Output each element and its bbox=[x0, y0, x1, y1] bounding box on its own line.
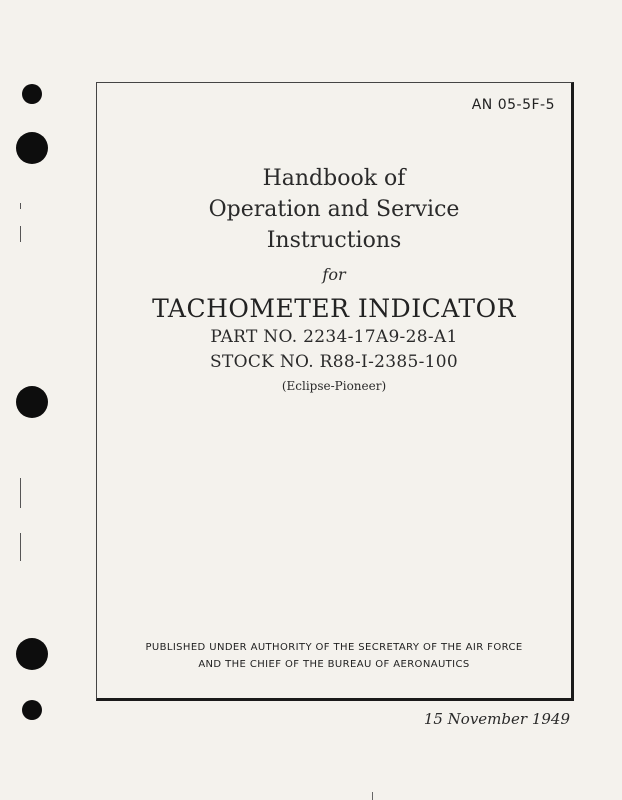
title-line-3: Instructions bbox=[266, 228, 402, 253]
stock-number: STOCK NO. R88-I-2385-100 bbox=[210, 352, 458, 372]
edge-mark bbox=[372, 792, 373, 800]
manufacturer: (Eclipse-Pioneer) bbox=[281, 379, 387, 393]
margin-mark bbox=[20, 203, 21, 209]
title-block bbox=[97, 163, 571, 396]
cover-frame bbox=[96, 82, 574, 701]
punch-hole-large-bottom bbox=[16, 638, 48, 670]
part-number: PART NO. 2234-17A9-28-A1 bbox=[210, 327, 458, 347]
authority-line-2: AND THE CHIEF OF THE BUREAU OF AERONAUTICS bbox=[198, 659, 470, 670]
punch-hole-large-top bbox=[16, 132, 48, 164]
publication-authority bbox=[97, 639, 571, 673]
title-connector: for bbox=[322, 265, 346, 284]
document-number: AN 05-5F-5 bbox=[471, 97, 555, 113]
punch-hole-large-middle bbox=[16, 386, 48, 418]
punch-hole-small-top bbox=[22, 84, 42, 104]
title-line-1: Handbook of bbox=[262, 166, 406, 191]
authority-line-1: PUBLISHED UNDER AUTHORITY OF THE SECRETARY OF THE AIR FORCE bbox=[145, 642, 523, 653]
margin-mark bbox=[20, 226, 21, 242]
publication-date: 15 November 1949 bbox=[423, 710, 570, 728]
margin-mark bbox=[20, 533, 21, 561]
product-name: TACHOMETER INDICATOR bbox=[152, 294, 516, 323]
title-line-2: Operation and Service bbox=[208, 197, 460, 222]
margin-mark bbox=[20, 478, 21, 508]
punch-hole-small-bottom bbox=[22, 700, 42, 720]
